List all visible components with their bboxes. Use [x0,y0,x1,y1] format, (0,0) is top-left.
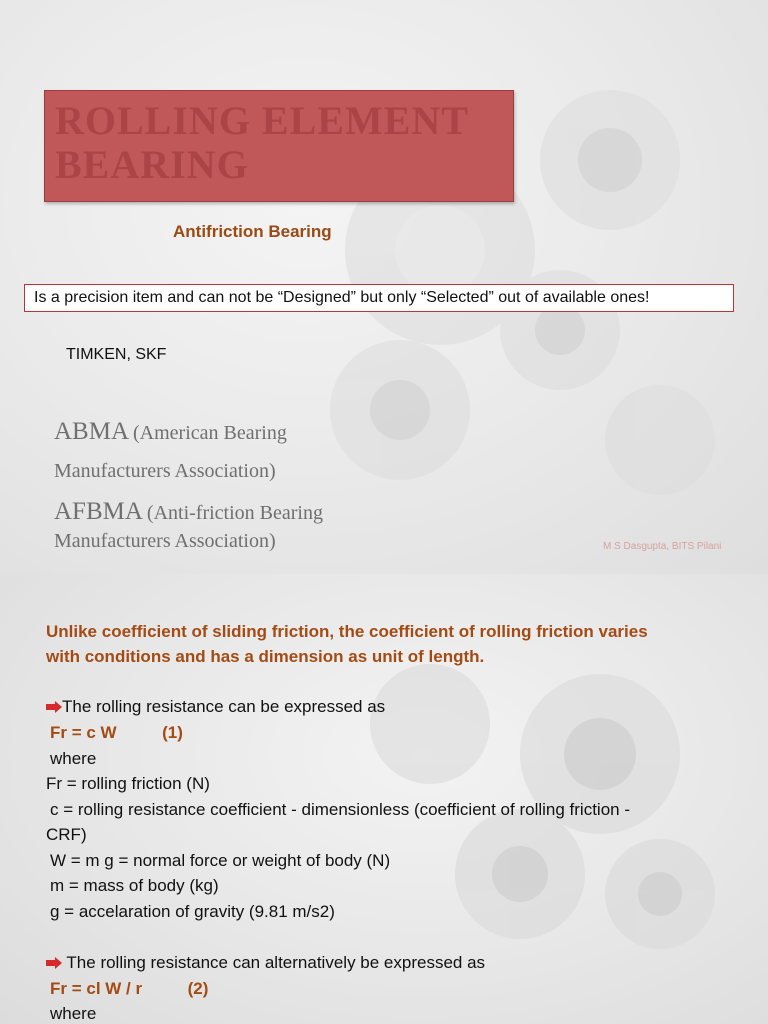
intro-line-2: with conditions and has a dimension as unit of length. [46,647,485,666]
abma-abbreviation: ABMA [54,418,130,445]
equation-1-formula: Fr = c W [50,723,117,742]
definition-g: g = accelaration of gravity (9.81 m/s2) [50,902,335,921]
abma-line-2: Manufacturers Association) [54,460,276,482]
bullet-1-text: The rolling resistance can be expressed as [62,697,386,716]
equation-2-number: (2) [187,979,209,998]
slide-title: ROLLING ELEMENT BEARING [55,98,469,187]
equation-2 [50,979,208,999]
definition-fr: Fr = rolling friction (N) [46,774,210,793]
afbma-expansion: (Anti-friction Bearing [146,502,323,524]
afbma-line-1 [54,498,323,526]
red-arrow-bullet-icon [46,701,62,713]
where-2: where [50,1004,97,1023]
afbma-line-2: Manufacturers Association) [54,530,276,552]
equation-1-number: (1) [162,723,183,742]
definition-m: m = mass of body (kg) [50,876,219,895]
title-box [44,90,514,202]
bullet-2-text: The rolling resistance can alternatively be expressed as [66,953,486,972]
bullet-2 [46,953,485,973]
bullet-1 [46,697,385,717]
definition-c-line-2: CRF) [46,825,87,844]
intro-line-1: Unlike coefficient of sliding friction, the coefficient of rolling friction varies [46,622,648,641]
abma-line-1 [54,418,287,446]
where-1: where [50,749,97,768]
definition-w: W = m g = normal force or weight of body (N) [50,851,391,870]
slide-subtitle: Antifriction Bearing [173,222,332,241]
brand-names: TIMKEN, SKF [66,346,167,363]
equation-2-formula: Fr = cl W / r [50,979,143,998]
slide-2 [0,574,768,1024]
author-watermark: M S Dasgupta, BITS Pilani [603,541,722,552]
abma-expansion: (American Bearing [133,422,287,444]
precision-callout-box: Is a precision item and can not be “Designed” but only “Selected” out of available ones! [24,284,734,312]
afbma-abbreviation: AFBMA [54,498,143,525]
definition-c-line-1: c = rolling resistance coefficient - dimensionless (coefficient of rolling friction - [50,800,630,819]
red-arrow-bullet-icon [46,957,62,969]
equation-1 [50,723,183,743]
